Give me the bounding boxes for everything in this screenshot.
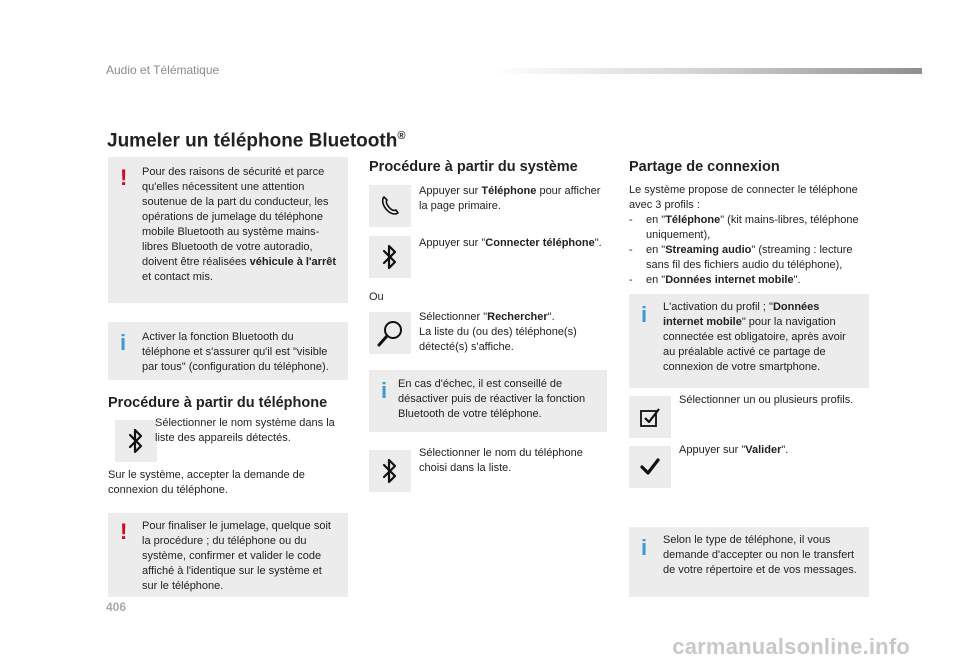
warning-text bbox=[142, 165, 338, 285]
step3-pre: Sélectionner " bbox=[419, 311, 488, 323]
bluetooth-icon bbox=[369, 236, 411, 278]
profiles-intro: Le système propose de connecter le téléphone avec 3 profils : bbox=[629, 184, 858, 211]
info-icon: i bbox=[120, 330, 127, 355]
list-dash: - bbox=[629, 214, 633, 226]
warning-box-security bbox=[108, 157, 348, 303]
warning-text-post: et contact mis. bbox=[142, 271, 213, 283]
checkbox-icon bbox=[629, 396, 671, 438]
info-box-mobile-data bbox=[629, 294, 869, 388]
step-press-telephone bbox=[419, 184, 609, 214]
registered-mark: ® bbox=[397, 130, 406, 142]
heading-system-procedure: Procédure à partir du système bbox=[369, 159, 578, 175]
step-connect-phone bbox=[419, 236, 614, 251]
profile-bold: Streaming audio bbox=[665, 244, 752, 256]
step1-bold: Téléphone bbox=[481, 185, 537, 197]
info-text-pre: L'activation du profil ; " bbox=[663, 301, 773, 313]
warning-text: Pour finaliser le jumelage, quelque soit la procédure ; du téléphone ou du système, confirmer et valider le code affiché à l'identique sur le système et sur le téléphone. bbox=[142, 520, 331, 592]
profile-post: " (streaming : lecture sans fil des fichiers audio du téléphone), bbox=[646, 244, 853, 271]
validate-bold: Valider bbox=[745, 444, 782, 456]
step-search bbox=[419, 310, 609, 355]
step2-bold: Connecter téléphone bbox=[485, 237, 595, 249]
step-select-profiles: Sélectionner un ou plusieurs profils. bbox=[679, 394, 854, 406]
info-text-bold: Données internet mobile bbox=[663, 301, 820, 328]
step1-post: pour afficher la page primaire. bbox=[419, 185, 601, 212]
info-box-bluetooth-activation bbox=[108, 322, 348, 380]
step1-pre: Appuyer sur bbox=[419, 185, 482, 197]
profiles-list bbox=[629, 213, 874, 288]
profile-bold: Données internet mobile bbox=[665, 274, 794, 286]
phone-handset-icon bbox=[369, 185, 411, 227]
or-text: Ou bbox=[369, 291, 384, 303]
magnifier-icon bbox=[369, 312, 411, 354]
profile-bold: Téléphone bbox=[665, 214, 721, 226]
profile-post: ". bbox=[793, 274, 801, 286]
info-text: Activer la fonction Bluetooth du téléphone et s'assurer qu'il est "visible par tous" (configuration du téléphone). bbox=[142, 331, 329, 373]
info-icon: i bbox=[641, 535, 648, 560]
warning-box-pairing bbox=[108, 513, 348, 597]
warning-icon: ! bbox=[120, 519, 128, 544]
info-text-post: " pour la navigation connectée est obligatoire, après avoir au préalable activé ce partage de connexion de votre smartphone. bbox=[663, 316, 846, 373]
step3-bold: Rechercher bbox=[487, 311, 548, 323]
warning-text-bold: véhicule à l'arrêt bbox=[249, 256, 337, 268]
step3-post: ". bbox=[547, 311, 555, 323]
profile-post: " (kit mains-libres, téléphone uniquement), bbox=[646, 214, 859, 241]
info-box-failure bbox=[369, 370, 607, 432]
info-icon: i bbox=[381, 378, 388, 403]
step-select-system-name: Sélectionner le nom système dans la liste des appareils détectés. bbox=[155, 417, 335, 444]
validate-pre: Appuyer sur " bbox=[679, 444, 746, 456]
list-dash: - bbox=[629, 244, 633, 256]
list-dash: - bbox=[629, 274, 633, 286]
validate-post: ". bbox=[781, 444, 789, 456]
page-title-text: Jumeler un téléphone Bluetooth bbox=[107, 130, 398, 152]
step3-line2: La liste du (ou des) téléphone(s) détecté(s) s'affiche. bbox=[419, 326, 577, 353]
info-text bbox=[663, 300, 859, 375]
header-rule bbox=[490, 68, 922, 74]
watermark: carmanualsonline.info bbox=[672, 634, 910, 659]
step2-pre: Appuyer sur " bbox=[419, 237, 486, 249]
warning-text-pre: Pour des raisons de sécurité et parce qu'elles nécessitent une attention soutenue de la part du conducteur, les opérations de jumelage du téléphone mobile Bluetooth au système mains-libres Bluetooth de votre autoradio, doivent être réalisées bbox=[142, 166, 329, 268]
heading-phone-procedure: Procédure à partir du téléphone bbox=[108, 395, 328, 411]
profile-pre: en " bbox=[646, 244, 666, 256]
info-text: En cas d'échec, il est conseillé de désactiver puis de réactiver la fonction Bluetooth de votre téléphone. bbox=[398, 378, 586, 420]
info-icon: i bbox=[641, 302, 648, 327]
step-select-phone-name: Sélectionner le nom du téléphone choisi dans la liste. bbox=[419, 447, 583, 474]
list-item bbox=[629, 243, 874, 273]
heading-connection-sharing: Partage de connexion bbox=[629, 159, 780, 175]
profile-pre: en " bbox=[646, 214, 666, 226]
page-number: 406 bbox=[106, 600, 127, 614]
checkmark-icon bbox=[629, 446, 671, 488]
info-box-transfer bbox=[629, 527, 869, 597]
list-item bbox=[629, 213, 874, 243]
bluetooth-icon bbox=[115, 420, 157, 462]
step-validate bbox=[679, 443, 869, 458]
warning-icon: ! bbox=[120, 165, 128, 190]
accept-connection-text: Sur le système, accepter la demande de connexion du téléphone. bbox=[108, 469, 305, 496]
section-title: Audio et Télématique bbox=[106, 63, 220, 77]
list-item bbox=[629, 273, 874, 288]
info-text: Selon le type de téléphone, il vous demande d'accepter ou non le transfert de votre répertoire et de vos messages. bbox=[663, 534, 857, 576]
step2-post: ". bbox=[594, 237, 602, 249]
profile-pre: en " bbox=[646, 274, 666, 286]
bluetooth-icon bbox=[369, 450, 411, 492]
page-title bbox=[107, 130, 405, 152]
